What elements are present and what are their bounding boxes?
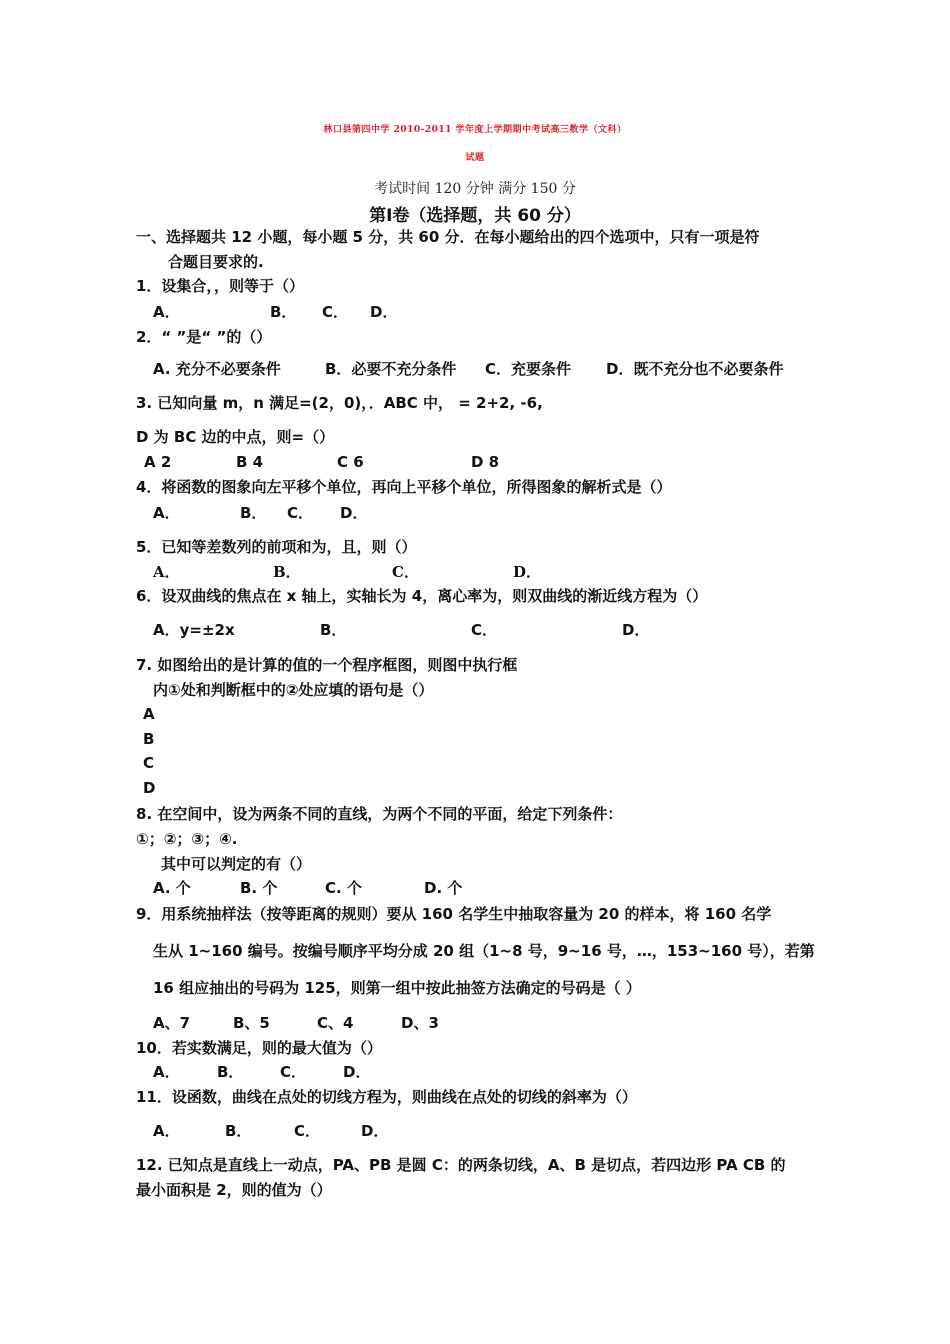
question-7-stem-line-2: 内①处和判断框中的②处应填的语句是（） bbox=[153, 681, 434, 699]
instructions-line-2: 合题目要求的. bbox=[168, 253, 264, 271]
question-4-option-c: C． bbox=[287, 504, 314, 522]
question-2-stem: 2．“ ”是“ ”的（） bbox=[136, 328, 272, 346]
question-5-option-a: A． bbox=[153, 563, 180, 581]
question-9-option-a: A、7 bbox=[153, 1014, 191, 1032]
question-9-option-b: B、5 bbox=[233, 1014, 270, 1032]
question-12-stem-line-1: 12. 已知点是直线上一动点，PA、PB 是圆 C：的两条切线，A、B 是切点，若四边形 PA CB 的 bbox=[136, 1156, 786, 1174]
question-11-option-d: D． bbox=[361, 1122, 389, 1140]
question-9-option-c: C、4 bbox=[317, 1014, 354, 1032]
question-1-option-b: B． bbox=[270, 303, 297, 321]
question-9-stem-line-3: 16 组应抽出的号码为 125，则第一组中按此抽签方法确定的号码是（ ） bbox=[153, 979, 641, 997]
question-2-option-d: D．既不充分也不必要条件 bbox=[606, 360, 784, 378]
question-11-option-a: A． bbox=[153, 1122, 180, 1140]
question-4-option-b: B． bbox=[240, 504, 267, 522]
question-2-option-b: B．必要不充分条件 bbox=[325, 360, 457, 378]
question-1-option-a: A． bbox=[153, 303, 180, 321]
question-2-option-a: A. 充分不必要条件 bbox=[153, 360, 281, 378]
question-6-stem: 6．设双曲线的焦点在 x 轴上，实轴长为 4，离心率为，则双曲线的渐近线方程为（） bbox=[136, 587, 708, 605]
question-5-option-d: D． bbox=[513, 563, 542, 581]
question-5-option-c: C． bbox=[392, 563, 419, 581]
question-3-option-a: A 2 bbox=[144, 453, 172, 471]
question-7-stem-line-1: 7. 如图给出的是计算的值的一个程序框图，则图中执行框 bbox=[136, 656, 518, 674]
question-3-option-b: B 4 bbox=[236, 453, 264, 471]
question-4-stem: 4．将函数的图象向左平移个单位，再向上平移个单位，所得图象的解析式是（） bbox=[136, 478, 672, 496]
question-8-option-a: A. 个 bbox=[153, 879, 191, 897]
question-2-option-c: C．充要条件 bbox=[485, 360, 572, 378]
question-7-option-c: C bbox=[143, 754, 155, 772]
question-5-option-b: B． bbox=[273, 563, 301, 581]
question-8-option-d: D. 个 bbox=[424, 879, 463, 897]
question-1-option-d: D． bbox=[370, 303, 398, 321]
question-3-option-c: C 6 bbox=[337, 453, 364, 471]
question-4-option-a: A． bbox=[153, 504, 180, 522]
question-8-stem-line-3: 其中可以判定的有（） bbox=[161, 855, 312, 873]
question-3-stem-line-1: 3. 已知向量 m，n 满足=(2，0)，．ABC 中， = 2+2, -6, bbox=[136, 394, 543, 412]
question-7-option-b: B bbox=[143, 730, 155, 748]
question-1-stem: 1．设集合，，则等于（） bbox=[136, 277, 304, 295]
question-5-stem: 5．已知等差数列的前项和为，且，则（） bbox=[136, 538, 417, 556]
instructions-line-1: 一、选择题共 12 小题，每小题 5 分，共 60 分．在每小题给出的四个选项中，只有一项是符 bbox=[136, 228, 760, 246]
question-11-option-c: C． bbox=[294, 1122, 321, 1140]
question-6-option-b: B． bbox=[320, 621, 347, 639]
question-4-option-d: D． bbox=[340, 504, 368, 522]
question-8-stem-line-2: ①；②；③；④. bbox=[136, 830, 238, 848]
question-8-option-b: B. 个 bbox=[240, 879, 278, 897]
question-12-stem-line-2: 最小面积是 2，则的值为（） bbox=[136, 1181, 332, 1199]
question-9-stem-line-2: 生从 1~160 编号。按编号顺序平均分成 20 组（1~8 号，9~16 号，…，153~160 号），若第 bbox=[153, 942, 815, 960]
question-9-option-d: D、3 bbox=[401, 1014, 439, 1032]
question-7-option-a: A bbox=[143, 705, 155, 723]
question-9-stem-line-1: 9．用系统抽样法（按等距离的规则）要从 160 名学生中抽取容量为 20 的样本，将 160 名学 bbox=[136, 905, 772, 923]
question-6-option-d: D． bbox=[622, 621, 650, 639]
exam-title: 林口县第四中学 2010-2011 学年度上学期期中考试高三数学（文科） bbox=[323, 125, 627, 135]
question-11-option-b: B． bbox=[225, 1122, 252, 1140]
question-1-option-c: C． bbox=[322, 303, 349, 321]
question-10-stem: 10．若实数满足，则的最大值为（） bbox=[136, 1039, 382, 1057]
question-10-option-c: C． bbox=[280, 1063, 307, 1081]
question-7-option-d: D bbox=[143, 779, 156, 797]
question-3-stem-line-2: D 为 BC 边的中点，则=（） bbox=[136, 428, 335, 446]
question-8-stem-line-1: 8. 在空间中，设为两条不同的直线，为两个不同的平面，给定下列条件： bbox=[136, 805, 623, 823]
question-10-option-d: D． bbox=[343, 1063, 371, 1081]
exam-title-continued: 试题 bbox=[465, 153, 485, 163]
exam-subtitle: 考试时间 120 分钟 满分 150 分 bbox=[374, 181, 576, 197]
question-11-stem: 11．设函数，曲线在点处的切线方程为，则曲线在点处的切线的斜率为（） bbox=[136, 1088, 637, 1106]
section-heading: 第Ⅰ卷（选择题，共 60 分） bbox=[369, 206, 581, 226]
question-3-option-d: D 8 bbox=[471, 453, 500, 471]
question-6-option-a: A．y=±2x bbox=[153, 621, 235, 639]
question-6-option-c: C． bbox=[471, 621, 498, 639]
question-10-option-a: A． bbox=[153, 1063, 180, 1081]
question-8-option-c: C. 个 bbox=[325, 879, 362, 897]
question-10-option-b: B． bbox=[217, 1063, 244, 1081]
